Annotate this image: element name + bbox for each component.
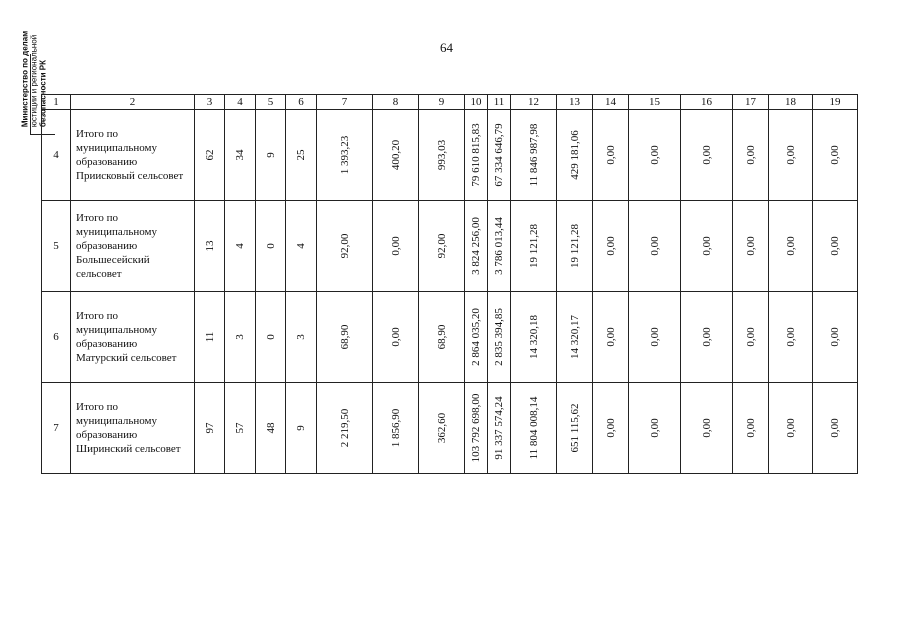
value-cell <box>593 110 629 201</box>
cell-value: 0,00 <box>604 327 617 347</box>
value-cell <box>733 383 769 474</box>
cell-value: 0,00 <box>648 327 661 347</box>
value-cell <box>256 201 286 292</box>
cell-value: 57 <box>234 422 246 434</box>
cell-value: 0,00 <box>700 145 713 165</box>
column-header: 10 <box>465 95 488 110</box>
column-header: 5 <box>256 95 286 110</box>
value-cell <box>225 201 256 292</box>
cell-value: 0,00 <box>700 327 713 347</box>
value-cell <box>769 383 813 474</box>
value-cell <box>195 383 225 474</box>
column-header: 11 <box>488 95 511 110</box>
cell-value: 0,00 <box>648 145 661 165</box>
column-header: 3 <box>195 95 225 110</box>
municipality-name-cell <box>71 201 195 292</box>
cell-value: 97 <box>203 422 216 434</box>
value-cell <box>419 110 465 201</box>
value-cell <box>465 383 488 474</box>
header-row <box>42 95 858 110</box>
cell-value: 1 856,90 <box>389 408 402 448</box>
cell-value: 4 <box>295 243 307 249</box>
value-cell <box>286 292 317 383</box>
cell-value: 68,90 <box>338 324 351 350</box>
value-cell <box>419 201 465 292</box>
cell-value: 13 <box>203 240 216 252</box>
cell-value: 0,00 <box>604 418 617 438</box>
value-cell <box>317 292 373 383</box>
value-cell <box>813 292 858 383</box>
cell-value: 9 <box>295 425 307 431</box>
municipality-name: Итого по муниципальному образованию Приисковый сельсовет <box>76 128 184 182</box>
value-cell <box>373 110 419 201</box>
cell-value: 400,20 <box>389 139 402 171</box>
cell-value: 362,60 <box>435 412 448 444</box>
cell-value: 0,00 <box>744 418 757 438</box>
column-header: 6 <box>286 95 317 110</box>
cell-value: 92,00 <box>435 233 448 259</box>
value-cell <box>557 292 593 383</box>
cell-value: 4 <box>234 243 246 249</box>
value-cell <box>465 292 488 383</box>
value-cell <box>769 110 813 201</box>
stamp-line: безопасности РК <box>38 60 48 128</box>
cell-value: 0,00 <box>648 418 661 438</box>
value-cell <box>557 383 593 474</box>
table-row <box>42 292 858 383</box>
column-header: 7 <box>317 95 373 110</box>
cell-value: 48 <box>264 422 277 434</box>
value-cell <box>317 383 373 474</box>
cell-value: 0,00 <box>700 418 713 438</box>
column-header: 19 <box>813 95 858 110</box>
row-number-cell: 6 <box>42 292 71 383</box>
cell-value: 0,00 <box>604 236 617 256</box>
cell-value: 0,00 <box>784 418 797 438</box>
value-cell <box>629 292 681 383</box>
value-cell <box>465 110 488 201</box>
column-header: 1 <box>42 95 71 110</box>
cell-value: 2 864 035,20 <box>470 308 482 366</box>
value-cell <box>488 110 511 201</box>
cell-value: 91 337 574,24 <box>493 396 505 460</box>
value-cell <box>813 383 858 474</box>
cell-value: 429 181,06 <box>568 130 581 180</box>
table-row <box>42 383 858 474</box>
municipality-name: Итого по муниципальному образованию Большесейский сельсовет <box>76 212 158 280</box>
cell-value: 993,03 <box>435 139 448 171</box>
cell-value: 11 804 008,14 <box>527 396 540 460</box>
column-header: 18 <box>769 95 813 110</box>
value-cell <box>225 110 256 201</box>
value-cell <box>733 292 769 383</box>
cell-value: 0,00 <box>389 236 402 256</box>
cell-value: 25 <box>295 149 307 161</box>
cell-value: 0,00 <box>389 327 402 347</box>
value-cell <box>317 201 373 292</box>
value-cell <box>225 292 256 383</box>
cell-value: 0,00 <box>744 236 757 256</box>
cell-value: 0,00 <box>829 327 841 347</box>
column-header: 15 <box>629 95 681 110</box>
value-cell <box>373 383 419 474</box>
cell-value: 3 <box>295 334 307 340</box>
value-cell <box>593 292 629 383</box>
cell-value: 14 320,18 <box>527 315 540 359</box>
cell-value: 3 824 256,00 <box>470 217 482 275</box>
value-cell <box>511 201 557 292</box>
value-cell <box>373 201 419 292</box>
municipality-name-cell <box>71 383 195 474</box>
cell-value: 1 393,23 <box>338 135 351 175</box>
cell-value: 34 <box>234 149 246 161</box>
value-cell <box>557 201 593 292</box>
cell-value: 0,00 <box>700 236 713 256</box>
value-cell <box>629 201 681 292</box>
value-cell <box>813 201 858 292</box>
value-cell <box>557 110 593 201</box>
cell-value: 0,00 <box>744 327 757 347</box>
cell-value: 92,00 <box>338 233 351 259</box>
column-header: 4 <box>225 95 256 110</box>
cell-value: 19 121,28 <box>568 224 581 268</box>
value-cell <box>733 110 769 201</box>
value-cell <box>286 201 317 292</box>
cell-value: 19 121,28 <box>527 224 540 268</box>
cell-value: 0,00 <box>648 236 661 256</box>
cell-value: 2 219,50 <box>338 408 351 448</box>
value-cell <box>511 110 557 201</box>
cell-value: 3 786 013,44 <box>493 217 505 275</box>
value-cell <box>195 201 225 292</box>
column-header: 2 <box>71 95 195 110</box>
value-cell <box>488 383 511 474</box>
cell-value: 62 <box>203 149 216 161</box>
cell-value: 9 <box>264 152 277 158</box>
cell-value: 11 <box>203 331 216 343</box>
cell-value: 79 610 815,83 <box>470 123 482 187</box>
value-cell <box>733 201 769 292</box>
column-header: 12 <box>511 95 557 110</box>
cell-value: 103 792 698,00 <box>470 393 482 463</box>
municipality-name-cell <box>71 292 195 383</box>
column-header: 17 <box>733 95 769 110</box>
cell-value: 0 <box>264 334 277 340</box>
stamp-line: Министерство по делам <box>20 30 30 128</box>
cell-value: 0,00 <box>784 145 797 165</box>
value-cell <box>419 292 465 383</box>
value-cell <box>488 292 511 383</box>
row-number-cell: 5 <box>42 201 71 292</box>
value-cell <box>195 292 225 383</box>
cell-value: 3 <box>234 334 246 340</box>
value-cell <box>681 383 733 474</box>
cell-value: 0,00 <box>829 145 841 165</box>
value-cell <box>629 110 681 201</box>
cell-value: 0,00 <box>784 236 797 256</box>
value-cell <box>488 201 511 292</box>
cell-value: 0,00 <box>604 145 617 165</box>
value-cell <box>769 201 813 292</box>
value-cell <box>593 201 629 292</box>
row-number-cell: 4 <box>42 110 71 201</box>
value-cell <box>195 110 225 201</box>
report-table <box>41 94 858 474</box>
column-header: 9 <box>419 95 465 110</box>
table-row <box>42 110 858 201</box>
value-cell <box>256 292 286 383</box>
value-cell <box>286 383 317 474</box>
municipality-name: Итого по муниципальному образованию Матурский сельсовет <box>76 310 177 364</box>
cell-value: 68,90 <box>435 324 448 350</box>
column-header: 13 <box>557 95 593 110</box>
table-row <box>42 201 858 292</box>
cell-value: 2 835 394,85 <box>493 308 505 366</box>
value-cell <box>465 201 488 292</box>
cell-value: 11 846 987,98 <box>527 123 540 187</box>
value-cell <box>813 110 858 201</box>
value-cell <box>681 201 733 292</box>
value-cell <box>769 292 813 383</box>
column-header: 8 <box>373 95 419 110</box>
value-cell <box>373 292 419 383</box>
value-cell <box>256 383 286 474</box>
cell-value: 0,00 <box>744 145 757 165</box>
value-cell <box>511 383 557 474</box>
value-cell <box>593 383 629 474</box>
row-number-cell: 7 <box>42 383 71 474</box>
value-cell <box>419 383 465 474</box>
value-cell <box>286 110 317 201</box>
value-cell <box>256 110 286 201</box>
cell-value: 0 <box>264 243 277 249</box>
value-cell <box>629 383 681 474</box>
value-cell <box>317 110 373 201</box>
cell-value: 0,00 <box>784 327 797 347</box>
municipality-name: Итого по муниципальному образованию Ширинский сельсовет <box>76 401 181 455</box>
municipality-name-cell <box>71 110 195 201</box>
cell-value: 651 115,62 <box>568 403 581 453</box>
stamp-line: юстиции и региональной <box>29 34 39 128</box>
value-cell <box>681 110 733 201</box>
value-cell <box>225 383 256 474</box>
cell-value: 0,00 <box>829 236 841 256</box>
column-header: 16 <box>681 95 733 110</box>
value-cell <box>681 292 733 383</box>
cell-value: 67 334 646,79 <box>493 123 505 187</box>
value-cell <box>511 292 557 383</box>
page-number: 64 <box>440 40 453 55</box>
cell-value: 0,00 <box>829 418 841 438</box>
cell-value: 14 320,17 <box>568 315 581 359</box>
column-header: 14 <box>593 95 629 110</box>
